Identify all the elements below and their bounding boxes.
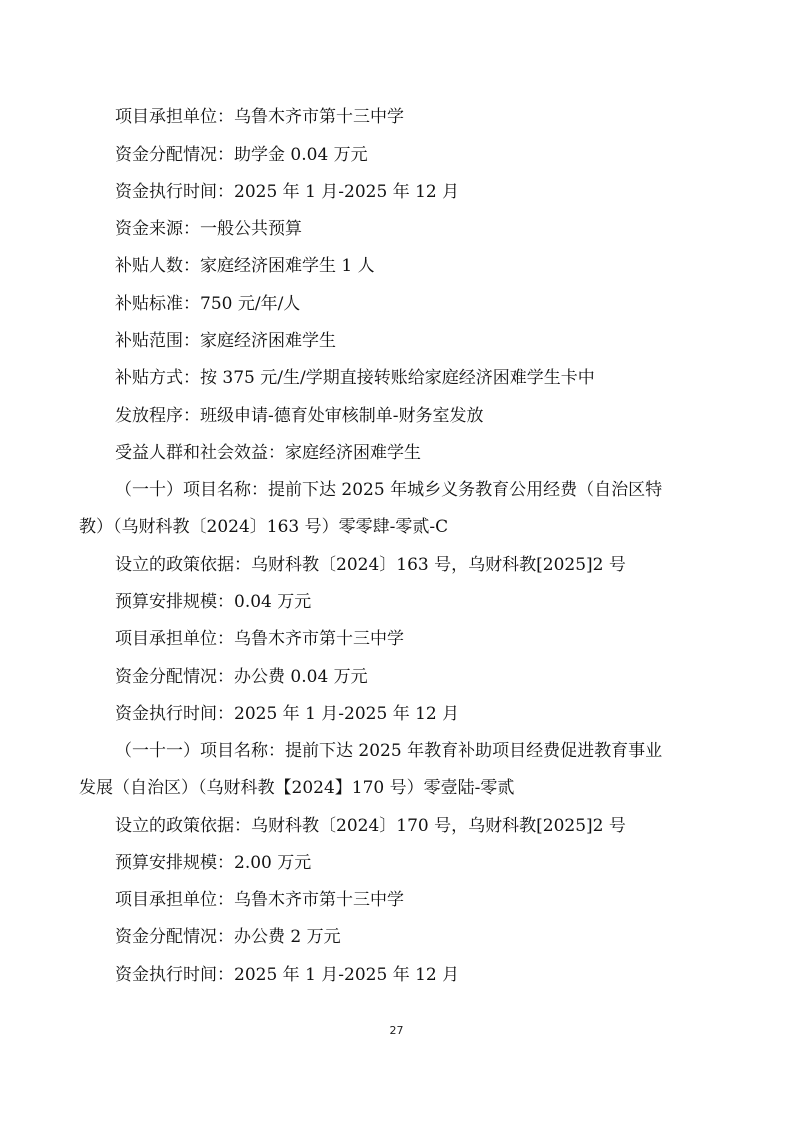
text-line: 预算安排规模：2.00 万元	[115, 853, 312, 873]
text-line: 发放程序：班级申请-德育处审核制单-财务室发放	[115, 406, 484, 426]
section-heading: （一十）项目名称：提前下达 2025 年城乡义务教育公用经费（自治区特	[115, 480, 663, 500]
section-heading: （一十一）项目名称：提前下达 2025 年教育补助项目经费促进教育事业	[115, 741, 663, 761]
text-line: 项目承担单位：乌鲁木齐市第十三中学	[115, 890, 404, 910]
text-line: 资金来源：一般公共预算	[115, 219, 302, 239]
text-line: 预算安排规模：0.04 万元	[115, 592, 312, 612]
section-heading-continued: 发展（自治区）（乌财科教【2024】170 号）零壹陆-零贰	[79, 778, 515, 798]
text-line: 资金分配情况：办公费 2 万元	[115, 927, 341, 947]
text-line: 受益人群和社会效益：家庭经济困难学生	[115, 443, 421, 463]
section-heading-continued: 教）（乌财科教〔2024〕163 号）零零肆-零贰-C	[79, 517, 449, 537]
text-line: 项目承担单位：乌鲁木齐市第十三中学	[115, 107, 404, 127]
text-line: 补贴范围：家庭经济困难学生	[115, 331, 336, 351]
page-number: 27	[389, 1024, 404, 1037]
text-line: 项目承担单位：乌鲁木齐市第十三中学	[115, 629, 404, 649]
text-line: 资金执行时间：2025 年 1 月-2025 年 12 月	[115, 965, 460, 985]
text-line: 资金分配情况：助学金 0.04 万元	[115, 145, 368, 165]
text-line: 补贴标准：750 元/年/人	[115, 294, 301, 314]
text-line: 补贴人数：家庭经济困难学生 1 人	[115, 256, 375, 276]
text-line: 资金执行时间：2025 年 1 月-2025 年 12 月	[115, 182, 460, 202]
text-line: 设立的政策依据：乌财科教〔2024〕163 号，乌财科教[2025]2 号	[115, 555, 626, 575]
text-line: 资金分配情况：办公费 0.04 万元	[115, 667, 368, 687]
text-line: 资金执行时间：2025 年 1 月-2025 年 12 月	[115, 704, 460, 724]
text-line: 设立的政策依据：乌财科教〔2024〕170 号，乌财科教[2025]2 号	[115, 816, 626, 836]
text-line: 补贴方式：按 375 元/生/学期直接转账给家庭经济困难学生卡中	[115, 368, 595, 388]
